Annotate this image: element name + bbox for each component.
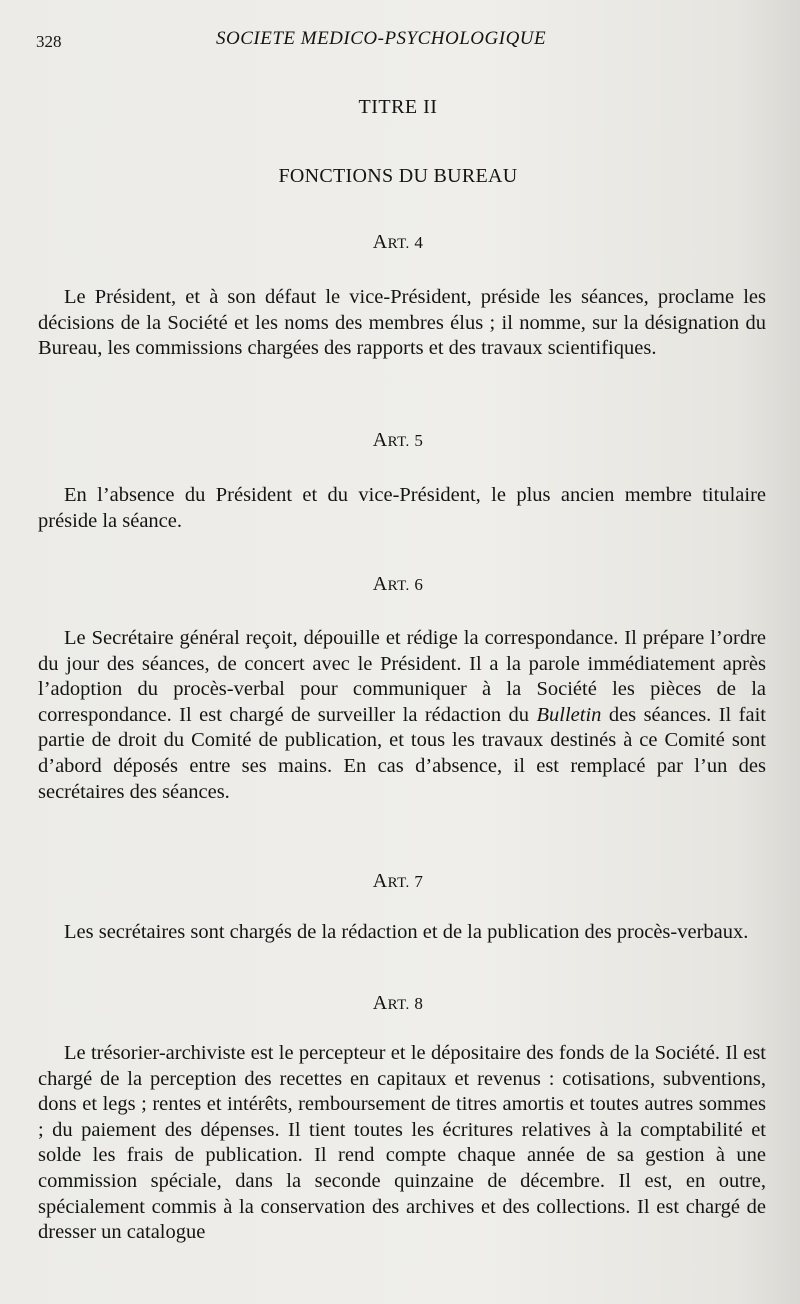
article-heading: ART. 8 (372, 992, 424, 1014)
article-text: En l’absence du Président et du vice-Président, le plus ancien membre titulaire préside la séance. (38, 484, 766, 532)
page-number: 328 (36, 32, 62, 51)
article-text: Le Président, et à son défaut le vice-Président, préside les séances, proclame les décisions de la Société et les noms des membres élus ; il nomme, sur la désignation du Bureau, les commissions chargées des rapports et des travaux scientifiques. (38, 286, 766, 360)
article-heading: ART. 7 (372, 870, 424, 892)
italic-title: Bulletin (536, 703, 602, 726)
article-text: Les secrétaires sont chargés de la rédaction et de la publication des procès-verbaux. (64, 921, 749, 943)
article-heading: ART. 4 (372, 231, 424, 253)
article-heading: ART. 5 (372, 429, 424, 451)
journal-title: SOCIETE MEDICO-PSYCHOLOGIQUE (216, 28, 547, 49)
article-text: Le Secrétaire général reçoit, dépouille et rédige la correspondance. Il prépare l’ordre du jour des séances, de concert avec le Président. Il a la parole immédiatement après l’adoption du procès-verbal pour communiquer à la Société les pièces de la correspondance. Il est chargé de surveiller la rédaction du Bulletin des séances. Il fait partie de droit du Comité de publication, et tous les travaux destinés à ce Comité sont d’abord déposés entre ses mains. En cas d’absence, il est remplacé par l’un des secrétaires des séances. (38, 627, 766, 803)
running-head (36, 28, 760, 58)
part-title: TITRE II (358, 96, 438, 118)
article-heading: ART. 6 (372, 573, 424, 595)
section-title: FONCTIONS DU BUREAU (278, 165, 518, 187)
article-text: Le trésorier-archiviste est le percepteur et le dépositaire des fonds de la Société. Il est chargé de la perception des recettes en capitaux et revenus : cotisations, subventions, dons et legs ; rentes et intérêts, remboursement de titres amortis et toutes autres sommes ; du paiement des dépenses. Il tient toutes les écritures relatives à la comptabilité et solde les frais de publication. Il rend compte chaque année de sa gestion à une commission spéciale, dans la seconde quinzaine de décembre. Il est, en outre, spécialement commis à la conservation des archives et des collections. Il est chargé de dresser un catalogue (38, 1042, 766, 1244)
